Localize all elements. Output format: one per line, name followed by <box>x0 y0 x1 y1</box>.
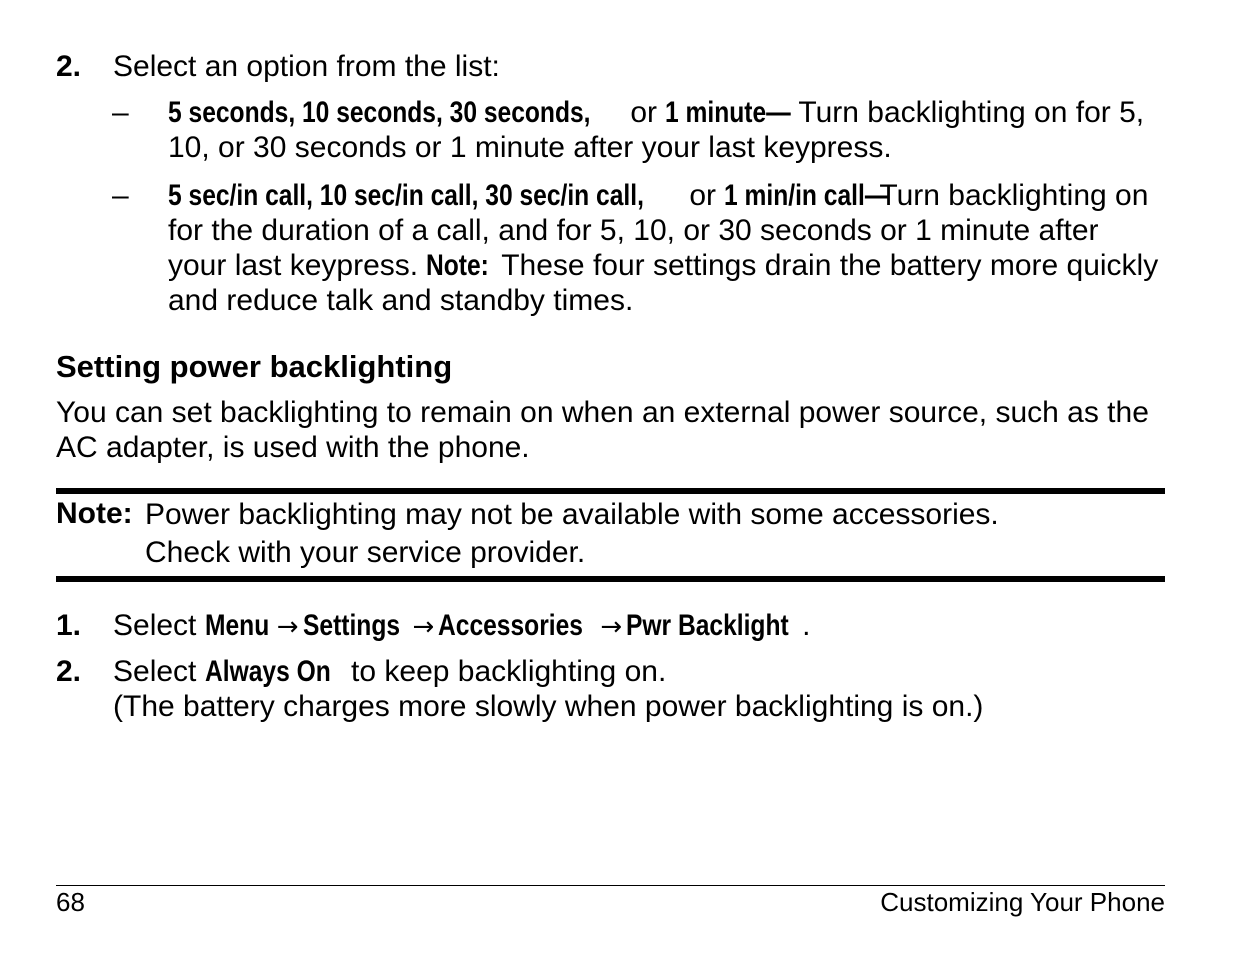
option-values: 5 sec/in call, 10 sec/in call, 30 sec/in call, <box>168 179 644 212</box>
step-number: 2. <box>56 50 82 83</box>
option-last-value: 1 minute— <box>665 96 792 129</box>
always-on-label: Always On <box>204 655 331 688</box>
menu-label: Menu <box>204 609 269 642</box>
dash-bullet: – <box>112 96 129 129</box>
note-top-rule <box>56 488 1165 494</box>
step-text <box>113 608 1165 645</box>
section-heading: Setting power backlighting <box>56 349 453 384</box>
settings-label: Settings <box>302 609 400 642</box>
pwr-backlight-label: Pwr Backlight <box>626 609 789 642</box>
note-line-2: Check with your service provider. <box>145 536 586 569</box>
step-select-word: Select <box>113 609 205 642</box>
section-paragraph: You can set backlighting to remain on when an external power source, such as the AC adapter, is used with the phone. <box>56 396 1149 464</box>
step-2-select-option <box>56 49 1165 84</box>
option-text <box>168 178 1165 318</box>
step-number: 2. <box>56 655 82 688</box>
option-description: Turn backlighting on for the duration of a call, and for 5, 10, or 30 seconds or 1 minute after your last keypress. <box>168 179 1149 282</box>
option-or: or <box>681 179 725 212</box>
dash-bullet: – <box>112 179 129 212</box>
inline-note-text: These four settings drain the battery more quickly and reduce talk and standby times. <box>168 249 1159 317</box>
note-label: Note: <box>56 497 133 530</box>
option-last-value: 1 min/in call— <box>724 179 890 212</box>
option-seconds <box>112 95 1165 165</box>
inline-note-label: Note: <box>426 249 490 282</box>
step-period: . <box>802 609 811 642</box>
step-line-1 <box>113 654 1165 689</box>
page-number: 68 <box>56 887 85 917</box>
note-bottom-rule <box>56 576 1165 582</box>
step-text <box>113 654 1165 724</box>
step-1-menu-path <box>56 608 1165 645</box>
step-select-word: Select <box>113 655 205 688</box>
note-box <box>56 496 1165 572</box>
note-line-1: Power backlighting may not be available with some accessories. <box>145 498 999 531</box>
arrow-right-icon: → <box>276 612 299 642</box>
chapter-title: Customizing Your Phone <box>880 887 1165 917</box>
option-in-call <box>112 178 1165 318</box>
accessories-label: Accessories <box>438 609 584 642</box>
option-values: 5 seconds, 10 seconds, 30 seconds, <box>168 96 591 129</box>
step-rest: to keep backlighting on. <box>342 655 667 688</box>
step-2-always-on <box>56 654 1165 724</box>
arrow-right-icon: → <box>600 612 623 642</box>
option-description: Turn backlighting on for 5, 10, or 30 seconds or 1 minute after your last keypress. <box>168 96 1145 164</box>
step-number: 1. <box>56 609 82 642</box>
footer-rule <box>56 885 1165 886</box>
note-text <box>145 496 1165 572</box>
option-text <box>168 95 1165 165</box>
arrow-right-icon: → <box>412 612 435 642</box>
step-text: Select an option from the list: <box>113 50 500 83</box>
option-or: or <box>622 96 666 129</box>
step-line-2: (The battery charges more slowly when power backlighting is on.) <box>113 690 984 723</box>
